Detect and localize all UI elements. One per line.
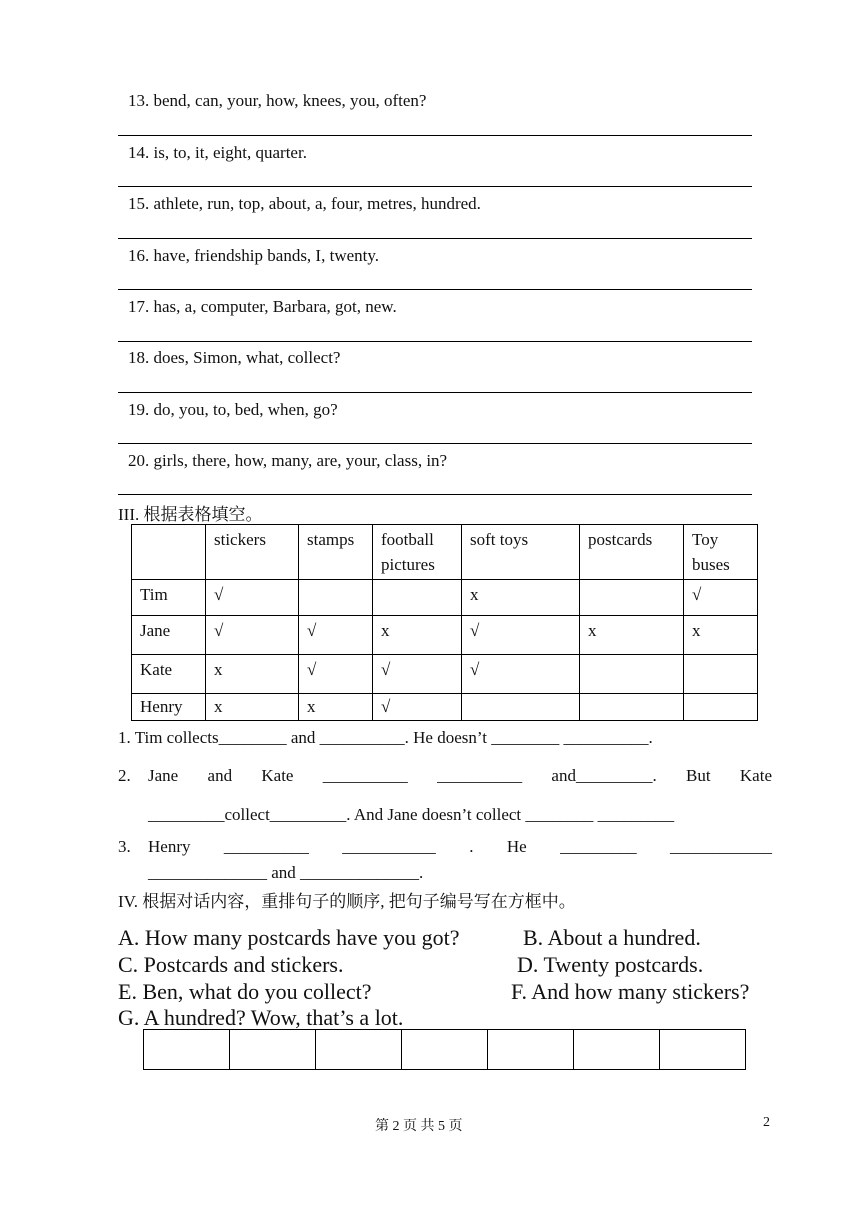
answer-line [118,289,752,290]
collection-table [131,524,758,721]
sentence-b: B. About a hundred. [523,925,701,950]
answer-box[interactable] [144,1030,230,1070]
answer-box[interactable] [660,1030,746,1070]
word: Jane [148,766,179,785]
blank: ___________ [342,837,436,856]
blank: ____________ [670,837,772,856]
fill-2-number: 2. [118,766,131,785]
sentence-e: E. Ben, what do you collect? [118,979,372,1004]
table-header-cell [132,525,206,580]
table-header-cell: stamps [299,525,373,580]
table-cell [684,655,758,694]
answer-box-row [143,1029,746,1070]
question-13: 13. bend, can, your, how, knees, you, often? [128,91,427,110]
table-cell [580,694,684,721]
table-cell: √ [462,616,580,655]
table-row [132,655,758,694]
table-header-cell: postcards [580,525,684,580]
question-17: 17. has, a, computer, Barbara, got, new. [128,297,397,316]
page-footer-label: 第 2 页 共 5 页 [375,1119,463,1134]
answer-box[interactable] [574,1030,660,1070]
question-19: 19. do, you, to, bed, when, go? [128,400,338,419]
section-4-title: IV. 根据对话内容，重排句子的顺序, 把句子编号写在方框中。 [118,892,576,911]
word: and_________. [551,766,657,785]
table-header-cell: football pictures [373,525,462,580]
table-row [132,616,758,655]
fill-sentence-1: 1. Tim collects________ and __________. He doesn’t ________ __________. [118,728,653,747]
answer-line [118,238,752,239]
table-cell: x [580,616,684,655]
answer-line [118,186,752,187]
blank: __________ [223,837,309,856]
table-cell [684,694,758,721]
table-cell: √ [684,580,758,616]
table-header-cell: Toy buses [684,525,758,580]
table-cell: x [206,655,299,694]
table-cell: Kate [132,655,206,694]
answer-box[interactable] [316,1030,402,1070]
table-cell: x [206,694,299,721]
table-header-row [132,525,758,580]
blank: __________ [437,766,523,785]
answer-line [118,341,752,342]
word: . [469,837,474,856]
fill-sentence-3 [148,837,772,857]
table-cell [462,694,580,721]
table-cell: √ [373,694,462,721]
sentence-d: D. Twenty postcards. [517,952,704,977]
fill-sentence-2 [148,766,772,786]
answer-line [118,443,752,444]
table-cell: √ [373,655,462,694]
section-3-title: III. 根据表格填空。 [118,505,263,524]
table-cell: x [462,580,580,616]
word: Kate [261,766,294,785]
table-header-cell: soft toys [462,525,580,580]
answer-line [118,392,752,393]
table-cell [580,580,684,616]
question-18: 18. does, Simon, what, collect? [128,348,341,367]
sentence-c: C. Postcards and stickers. [118,952,344,977]
table-cell: √ [299,616,373,655]
sentence-a: A. How many postcards have you got? [118,925,460,950]
answer-box[interactable] [230,1030,316,1070]
question-15: 15. athlete, run, top, about, a, four, metres, hundred. [128,194,481,213]
table-cell: Tim [132,580,206,616]
table-cell [580,655,684,694]
table-header-cell: stickers [206,525,299,580]
sentence-g: G. A hundred? Wow, that’s a lot. [118,1005,404,1030]
table-cell: Jane [132,616,206,655]
fill-sentence-2b: _________collect_________. And Jane doesn’t collect ________ _________ [148,805,675,824]
table-cell: √ [206,616,299,655]
word: Henry [148,837,191,856]
table-cell [373,580,462,616]
table-row [132,580,758,616]
question-20: 20. girls, there, how, many, are, your, class, in? [128,451,448,470]
answer-box[interactable] [488,1030,574,1070]
table-cell: √ [462,655,580,694]
word: But [686,766,711,785]
page-number: 2 [763,1115,770,1130]
fill-sentence-3b: ______________ and ______________. [148,863,424,882]
fill-3-number: 3. [118,837,131,856]
answer-box[interactable] [402,1030,488,1070]
blank: _________ [560,837,637,856]
question-16: 16. have, friendship bands, I, twenty. [128,246,380,265]
table-cell: x [684,616,758,655]
answer-line [118,135,752,136]
word: He [506,837,527,856]
table-cell: Henry [132,694,206,721]
answer-line [118,494,752,495]
table-row [132,694,758,721]
blank: __________ [322,766,408,785]
table-cell: x [373,616,462,655]
table-cell: x [299,694,373,721]
table-cell: √ [299,655,373,694]
table-cell [299,580,373,616]
table-cell: √ [206,580,299,616]
question-14: 14. is, to, it, eight, quarter. [128,143,307,162]
word: and [207,766,233,785]
word: Kate [739,766,772,785]
sentence-f: F. And how many stickers? [511,979,750,1004]
